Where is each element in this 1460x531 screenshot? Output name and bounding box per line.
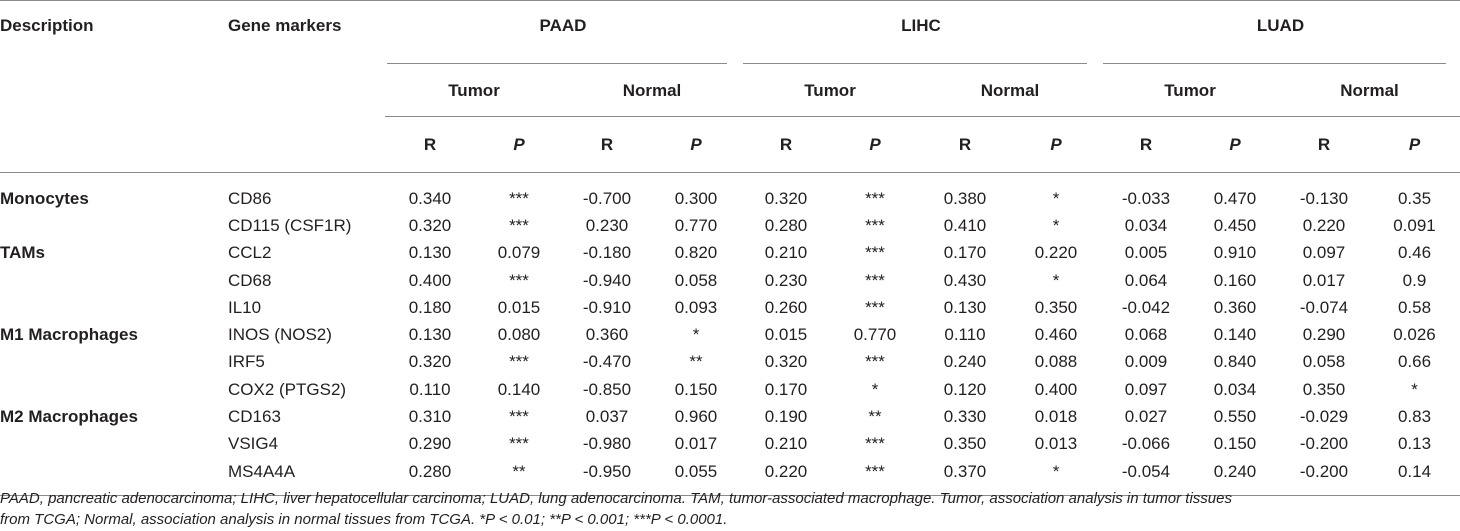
table-row bbox=[0, 431, 1460, 458]
r-value: 0.370 bbox=[943, 461, 987, 481]
r-value: 0.130 bbox=[408, 325, 452, 345]
r-value: 0.170 bbox=[943, 243, 987, 263]
p-value: *** bbox=[509, 352, 529, 372]
p-value: *** bbox=[865, 188, 885, 208]
p-value: 0.840 bbox=[1213, 352, 1257, 372]
r-value: 0.230 bbox=[764, 270, 808, 290]
r-value: 0.310 bbox=[408, 407, 452, 427]
r-value: 0.017 bbox=[1302, 270, 1346, 290]
r-value: 0.210 bbox=[764, 434, 808, 454]
r-value: 0.410 bbox=[943, 215, 987, 235]
p-value: ** bbox=[512, 461, 526, 481]
p-value: 0.9 bbox=[1402, 270, 1427, 290]
p-value: 0.35 bbox=[1397, 188, 1432, 208]
subgroup-paad-normal: Normal bbox=[563, 64, 741, 117]
p-value: 0.66 bbox=[1397, 352, 1432, 372]
p-value: *** bbox=[865, 434, 885, 454]
r-value: 0.280 bbox=[408, 461, 452, 481]
row-description: M1 Macrophages bbox=[0, 325, 138, 345]
r-value: 0.230 bbox=[585, 215, 629, 235]
r-value: 0.034 bbox=[1124, 215, 1168, 235]
p-value: 0.058 bbox=[674, 270, 718, 290]
r-value: 0.009 bbox=[1124, 352, 1168, 372]
r-value: 0.170 bbox=[764, 379, 808, 399]
r-value: -0.980 bbox=[582, 434, 632, 454]
r-value: -0.700 bbox=[582, 188, 632, 208]
table-row bbox=[0, 212, 1460, 239]
r-value: 0.360 bbox=[585, 325, 629, 345]
r-value: -0.470 bbox=[582, 352, 632, 372]
table-row bbox=[0, 240, 1460, 267]
header-row-rp bbox=[0, 117, 1460, 173]
p-value: 0.080 bbox=[497, 325, 541, 345]
subgroup-lihc-normal: Normal bbox=[919, 64, 1101, 117]
r-header: R bbox=[741, 117, 831, 173]
p-value: 0.450 bbox=[1213, 215, 1257, 235]
r-value: -0.054 bbox=[1121, 461, 1171, 481]
r-value: 0.068 bbox=[1124, 325, 1168, 345]
p-value: 0.910 bbox=[1213, 243, 1257, 263]
p-header: P bbox=[651, 117, 741, 173]
p-value: 0.400 bbox=[1034, 379, 1078, 399]
table-row bbox=[0, 349, 1460, 376]
r-value: 0.320 bbox=[408, 215, 452, 235]
r-value: 0.220 bbox=[764, 461, 808, 481]
table-footnote bbox=[0, 488, 1460, 530]
p-value: ** bbox=[868, 407, 882, 427]
p-value: 0.091 bbox=[1393, 215, 1436, 235]
p-value: *** bbox=[509, 188, 529, 208]
gene-marker: MS4A4A bbox=[228, 461, 296, 481]
p-value: 0.58 bbox=[1397, 297, 1432, 317]
p-value: 0.14 bbox=[1397, 461, 1432, 481]
p-value: *** bbox=[865, 297, 885, 317]
r-value: -0.033 bbox=[1121, 188, 1171, 208]
footnote-line-2: from TCGA; Normal, association analysis in normal tissues from TCGA. *P < 0.01; **P < 0.001; ***P < 0.0001. bbox=[0, 511, 728, 528]
r-value: 0.110 bbox=[944, 325, 986, 345]
r-value: -0.910 bbox=[582, 297, 632, 317]
p-value: * bbox=[871, 379, 879, 399]
p-value: 0.150 bbox=[1213, 434, 1257, 454]
row-description bbox=[0, 431, 205, 458]
p-value: 0.088 bbox=[1034, 352, 1078, 372]
r-value: 0.350 bbox=[943, 434, 987, 454]
r-value: 0.290 bbox=[408, 434, 452, 454]
row-description bbox=[0, 267, 205, 294]
r-value: -0.066 bbox=[1121, 434, 1171, 454]
p-value: 0.220 bbox=[1034, 243, 1078, 263]
r-value: -0.074 bbox=[1299, 297, 1349, 317]
r-header: R bbox=[919, 117, 1011, 173]
r-value: 0.400 bbox=[408, 270, 452, 290]
p-value: 0.46 bbox=[1397, 243, 1432, 263]
subgroup-lihc-tumor: Tumor bbox=[741, 64, 919, 117]
row-description bbox=[0, 458, 205, 485]
p-header: P bbox=[831, 117, 919, 173]
p-value: 0.140 bbox=[1213, 325, 1257, 345]
p-value: 0.470 bbox=[1213, 188, 1257, 208]
row-description bbox=[0, 212, 205, 239]
r-value: 0.190 bbox=[764, 407, 808, 427]
r-header: R bbox=[1101, 117, 1191, 173]
gene-markers-header: Gene markers bbox=[228, 16, 342, 35]
row-description: M2 Macrophages bbox=[0, 407, 138, 427]
gene-marker: CD115 (CSF1R) bbox=[228, 215, 352, 235]
r-value: 0.350 bbox=[1302, 379, 1346, 399]
p-value: 0.017 bbox=[674, 434, 718, 454]
r-value: 0.220 bbox=[1302, 215, 1346, 235]
header-row-subgroups bbox=[0, 64, 1460, 117]
p-value: 0.770 bbox=[853, 325, 897, 345]
p-value: 0.460 bbox=[1034, 325, 1078, 345]
r-value: 0.180 bbox=[408, 297, 452, 317]
r-value: 0.240 bbox=[943, 352, 987, 372]
r-value: 0.330 bbox=[943, 407, 987, 427]
p-value: 0.150 bbox=[674, 379, 718, 399]
p-header: P bbox=[1369, 117, 1460, 173]
gene-marker: COX2 (PTGS2) bbox=[228, 379, 347, 399]
gene-marker: CD68 bbox=[228, 270, 272, 290]
p-value: * bbox=[1052, 215, 1060, 235]
p-value: * bbox=[1411, 379, 1418, 399]
group-header-lihc: LIHC bbox=[741, 1, 1101, 64]
p-value: *** bbox=[509, 215, 529, 235]
r-value: -0.200 bbox=[1299, 434, 1349, 454]
gene-marker: IL10 bbox=[228, 297, 262, 317]
table-row bbox=[0, 173, 1460, 213]
table-row bbox=[0, 403, 1460, 430]
table-row bbox=[0, 376, 1460, 403]
p-value: *** bbox=[865, 243, 885, 263]
p-value: * bbox=[1052, 188, 1060, 208]
r-value: 0.120 bbox=[943, 379, 987, 399]
table-row bbox=[0, 294, 1460, 321]
table-row bbox=[0, 267, 1460, 294]
r-value: 0.430 bbox=[943, 270, 987, 290]
r-value: 0.320 bbox=[764, 188, 808, 208]
r-value: 0.380 bbox=[943, 188, 987, 208]
r-value: 0.260 bbox=[764, 297, 808, 317]
p-header: P bbox=[475, 117, 563, 173]
p-value: 0.034 bbox=[1213, 379, 1257, 399]
p-value: *** bbox=[865, 270, 885, 290]
r-value: 0.320 bbox=[764, 352, 808, 372]
footnote-line-1: PAAD, pancreatic adenocarcinoma; LIHC, liver hepatocellular carcinoma; LUAD, lung adenocarcinoma. TAM, tumor-associated macrophage. Tumor, association analysis in tumor tissues bbox=[0, 490, 1232, 507]
p-value: * bbox=[1052, 461, 1060, 481]
r-value: 0.210 bbox=[764, 243, 808, 263]
r-value: -0.130 bbox=[1299, 188, 1349, 208]
gene-marker: VSIG4 bbox=[228, 434, 279, 454]
r-value: 0.005 bbox=[1124, 243, 1168, 263]
p-value: 0.018 bbox=[1034, 407, 1078, 427]
p-value: 0.350 bbox=[1034, 297, 1078, 317]
p-value: 0.770 bbox=[674, 215, 718, 235]
row-description: TAMs bbox=[0, 243, 46, 263]
row-description: Monocytes bbox=[0, 188, 89, 208]
p-value: 0.960 bbox=[674, 407, 718, 427]
subgroup-paad-tumor: Tumor bbox=[385, 64, 563, 117]
p-header: P bbox=[1191, 117, 1279, 173]
gene-marker: CD163 bbox=[228, 407, 281, 427]
p-value: ** bbox=[689, 352, 703, 372]
p-value: 0.83 bbox=[1397, 407, 1432, 427]
subgroup-luad-normal: Normal bbox=[1279, 64, 1460, 117]
p-value: 0.160 bbox=[1213, 270, 1257, 290]
p-value: 0.013 bbox=[1034, 434, 1078, 454]
p-value: *** bbox=[509, 407, 529, 427]
r-value: 0.320 bbox=[408, 352, 452, 372]
p-value: *** bbox=[509, 434, 529, 454]
p-value: *** bbox=[865, 352, 885, 372]
gene-marker: INOS (NOS2) bbox=[228, 325, 332, 345]
table-row bbox=[0, 321, 1460, 348]
p-value: * bbox=[692, 325, 700, 345]
r-value: 0.064 bbox=[1124, 270, 1168, 290]
r-value: -0.850 bbox=[582, 379, 632, 399]
table-body bbox=[0, 173, 1460, 486]
p-header: P bbox=[1011, 117, 1101, 173]
gene-marker: IRF5 bbox=[228, 352, 265, 372]
p-value: 0.360 bbox=[1213, 297, 1257, 317]
r-value: 0.280 bbox=[764, 215, 808, 235]
row-description bbox=[0, 349, 205, 376]
row-description bbox=[0, 294, 205, 321]
r-value: 0.015 bbox=[764, 325, 808, 345]
r-header: R bbox=[385, 117, 475, 173]
p-value: *** bbox=[865, 215, 885, 235]
p-value: *** bbox=[509, 270, 529, 290]
r-value: -0.940 bbox=[582, 270, 632, 290]
table-row bbox=[0, 458, 1460, 485]
r-header: R bbox=[563, 117, 651, 173]
p-value: 0.820 bbox=[674, 243, 718, 263]
r-value: 0.058 bbox=[1302, 352, 1346, 372]
r-value: 0.290 bbox=[1302, 325, 1346, 345]
r-value: 0.037 bbox=[585, 407, 629, 427]
p-value: 0.13 bbox=[1397, 434, 1432, 454]
r-value: -0.200 bbox=[1299, 461, 1349, 481]
p-value: 0.300 bbox=[674, 188, 718, 208]
p-value: 0.140 bbox=[497, 379, 541, 399]
header-row-groups bbox=[0, 1, 1460, 64]
r-value: -0.950 bbox=[582, 461, 632, 481]
group-header-luad: LUAD bbox=[1101, 1, 1460, 64]
subgroup-luad-tumor: Tumor bbox=[1101, 64, 1279, 117]
description-header: Description bbox=[0, 16, 94, 35]
r-value: 0.340 bbox=[408, 188, 452, 208]
r-header: R bbox=[1279, 117, 1369, 173]
p-value: 0.240 bbox=[1213, 461, 1257, 481]
gene-marker: CD86 bbox=[228, 188, 272, 208]
r-value: 0.130 bbox=[408, 243, 452, 263]
r-value: -0.029 bbox=[1299, 407, 1349, 427]
p-value: *** bbox=[865, 461, 885, 481]
p-value: 0.550 bbox=[1213, 407, 1257, 427]
group-header-paad: PAAD bbox=[385, 1, 741, 64]
gene-marker: CCL2 bbox=[228, 243, 272, 263]
r-value: -0.042 bbox=[1121, 297, 1171, 317]
r-value: 0.097 bbox=[1302, 243, 1346, 263]
p-value: 0.026 bbox=[1393, 325, 1436, 345]
r-value: 0.027 bbox=[1124, 407, 1168, 427]
r-value: 0.130 bbox=[943, 297, 987, 317]
r-value: 0.097 bbox=[1124, 379, 1168, 399]
r-value: 0.110 bbox=[409, 379, 451, 399]
p-value: 0.093 bbox=[674, 297, 718, 317]
r-value: -0.180 bbox=[582, 243, 632, 263]
p-value: * bbox=[1052, 270, 1060, 290]
row-description bbox=[0, 376, 205, 403]
p-value: 0.055 bbox=[674, 461, 718, 481]
p-value: 0.015 bbox=[497, 297, 541, 317]
p-value: 0.079 bbox=[497, 243, 541, 263]
